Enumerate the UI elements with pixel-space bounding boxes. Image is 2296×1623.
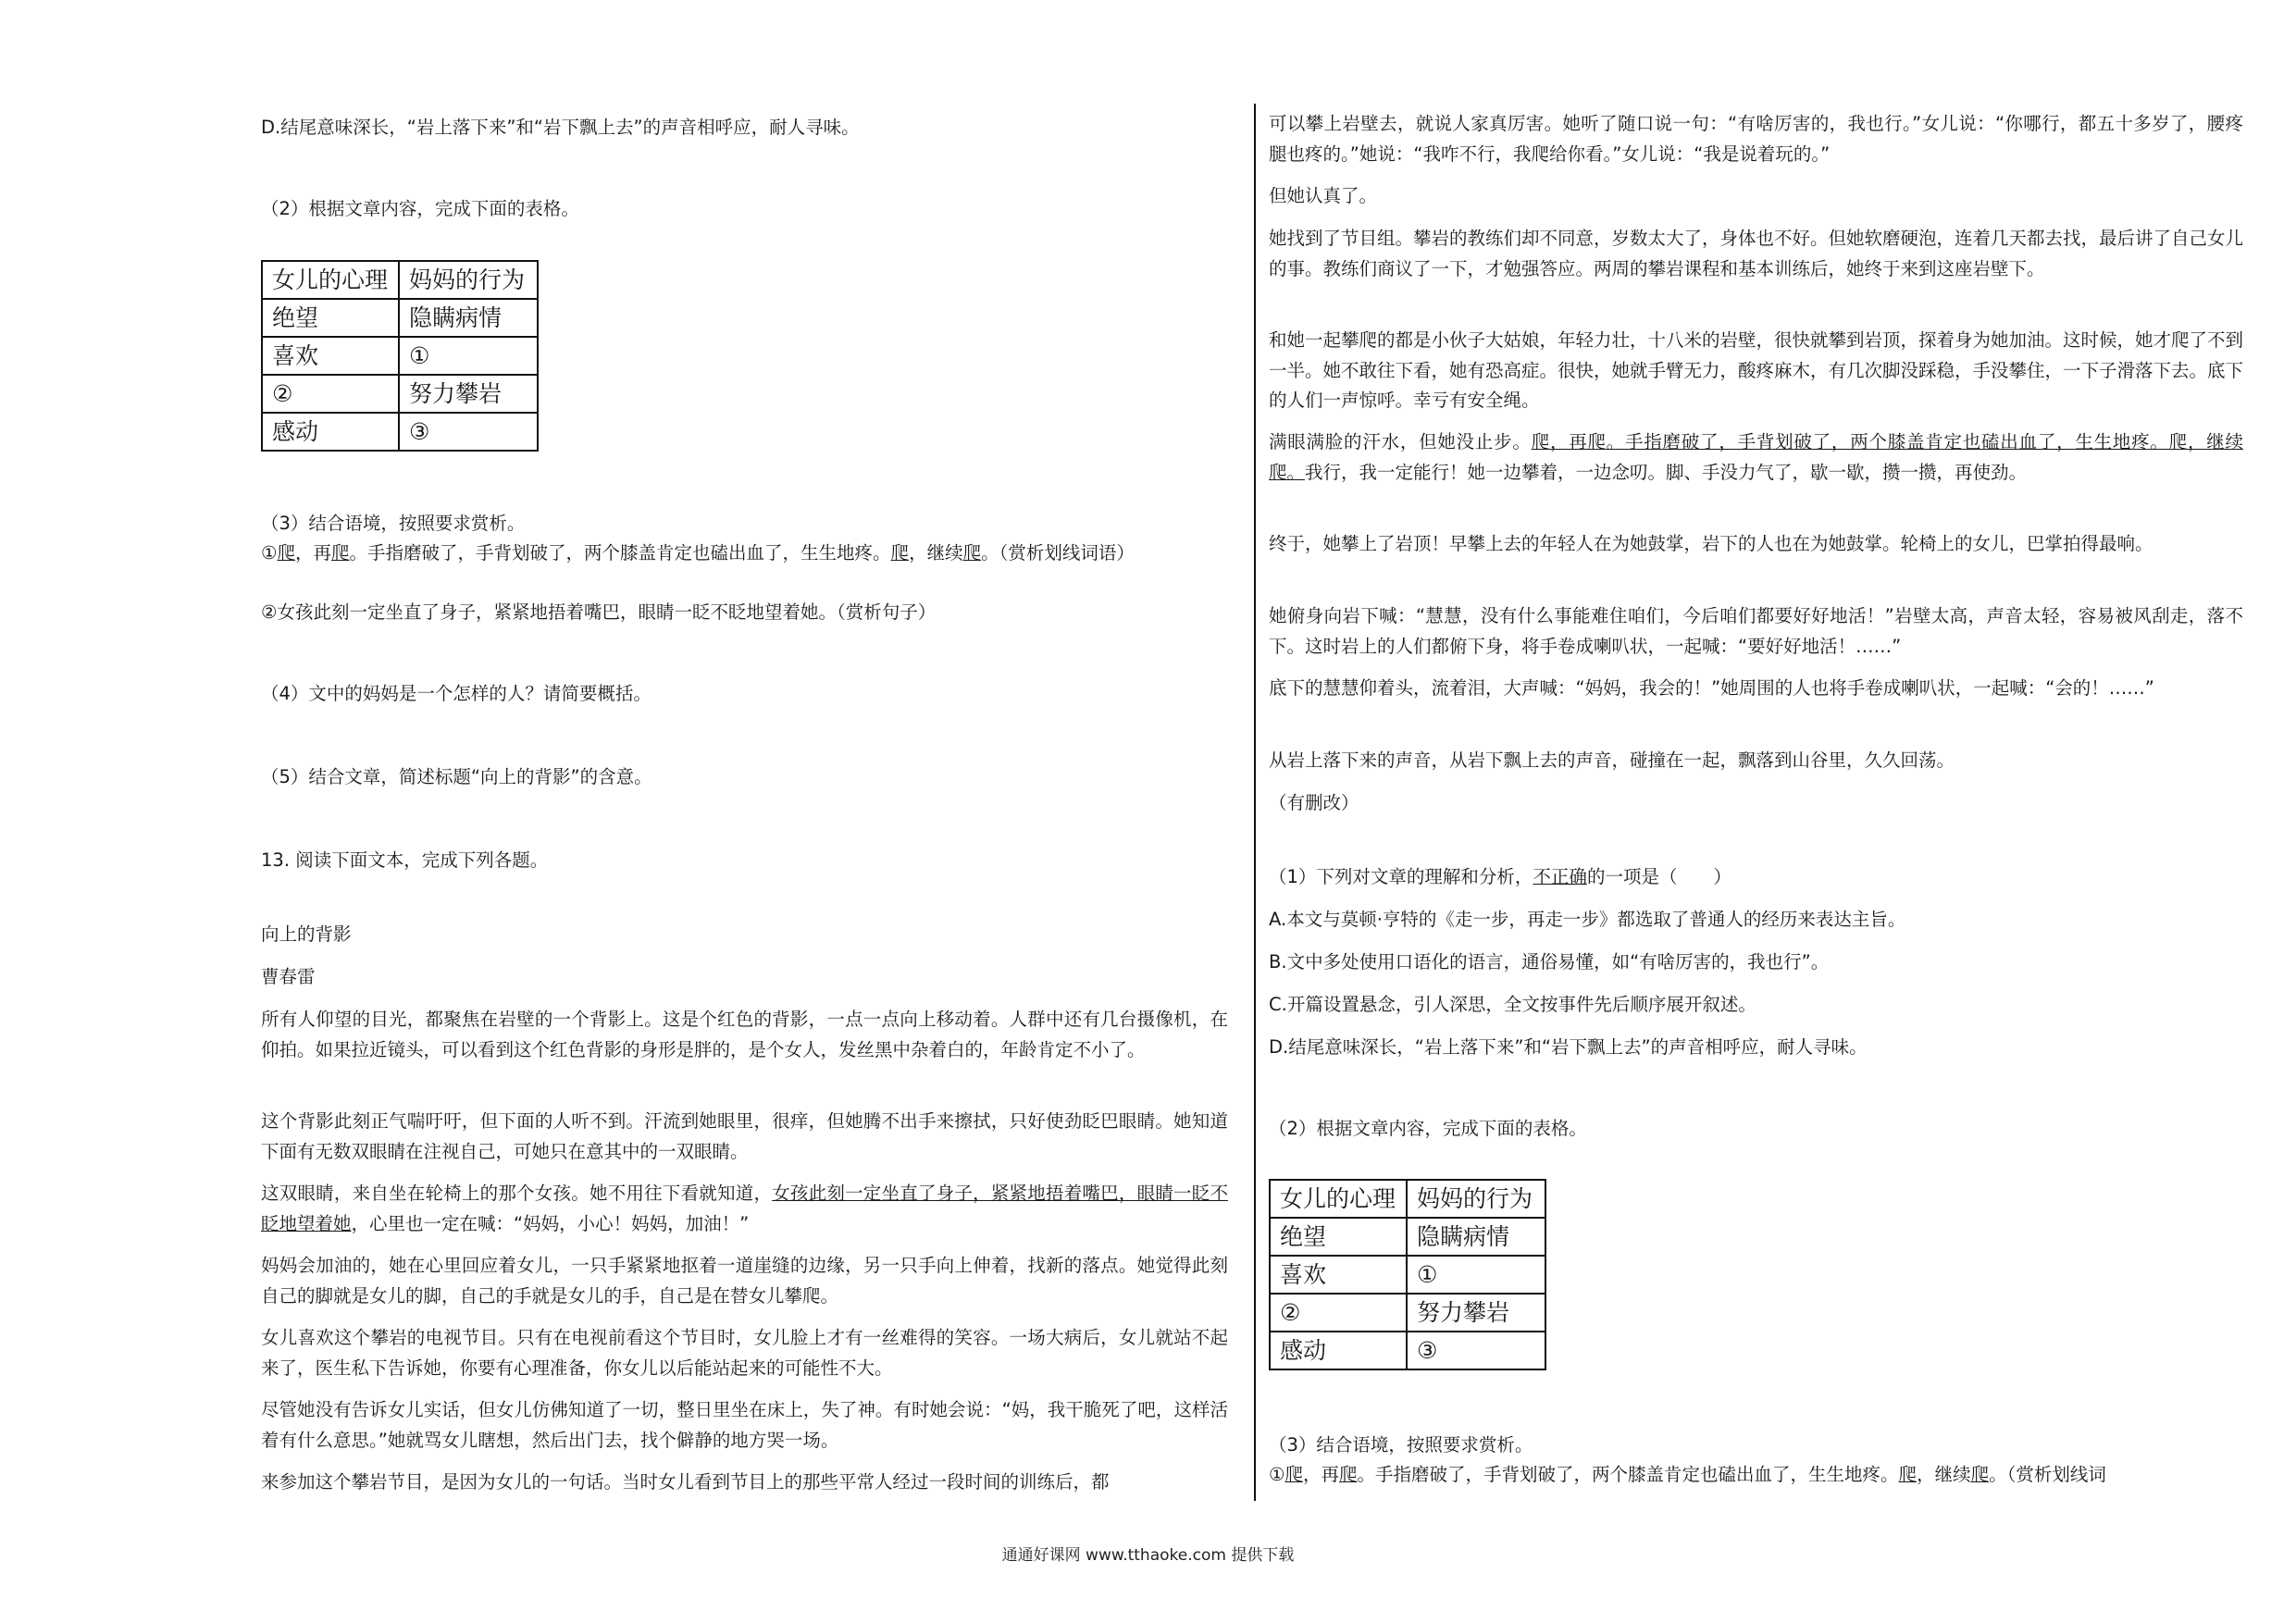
table-row: [1270, 1180, 1545, 1218]
text-run: ，继续: [909, 542, 963, 564]
question-1-option-d: D.结尾意味深长，“岩上落下来”和“岩下飘上去”的声音相呼应，耐人寻味。: [1269, 1036, 1868, 1058]
table-header-cell: 妈妈的行为: [399, 261, 538, 299]
table-row: [262, 299, 538, 337]
table-row: [1270, 1218, 1545, 1256]
text-run: 。手指磨破了，手背划破了，两个膝盖肯定也磕出血了，生生地疼。: [1357, 1464, 1899, 1485]
table-cell: ③: [399, 413, 538, 451]
underlined-word: 不正确: [1533, 866, 1587, 887]
article-paragraph: 从岩上落下来的声音，从岩下飘上去的声音，碰撞在一起，飘落到山谷里，久久回荡。: [1269, 750, 1955, 771]
article-paragraph: [1269, 427, 2243, 488]
question-1-option-d: D.结尾意味深长，“岩上落下来”和“岩下飘上去”的声音相呼应，耐人寻味。: [261, 117, 860, 138]
table-cell: 绝望: [262, 299, 399, 337]
table-header-cell: 女儿的心理: [262, 261, 399, 299]
text-run: ，继续: [1917, 1464, 1971, 1485]
underlined-word: 爬: [1285, 1464, 1303, 1485]
article-title: 向上的背影: [261, 923, 352, 945]
table-cell: ②: [262, 375, 399, 413]
table-row: [262, 413, 538, 451]
question-3-item-1: [261, 539, 1228, 569]
text-run: （1）下列对文章的理解和分析，: [1269, 866, 1533, 887]
table-cell: 感动: [262, 413, 399, 451]
table-row: [262, 375, 538, 413]
table-header-cell: 妈妈的行为: [1407, 1180, 1545, 1218]
text-run: 满眼满脸的汗水，但她没止步。: [1269, 431, 1532, 452]
question-5: （5）结合文章，简述标题“向上的背影”的含意。: [261, 766, 652, 787]
question-4: （4）文中的妈妈是一个怎样的人？请简要概括。: [261, 683, 652, 704]
article-paragraph: 但她认真了。: [1269, 185, 1378, 206]
article-paragraph: 和她一起攀爬的都是小伙子大姑娘，年轻力壮，十八米的岩壁，很快就攀到岩顶，探着身为她加油。这时候，她才爬了不到一半。她不敢往下看，她有恐高症。很快，她就手臂无力，酸疼麻木，有几次脚没踩稳，手没攀住，一下子滑落下去。底下的人们一声惊呼。幸亏有安全绳。: [1269, 329, 2244, 411]
table-cell: 努力攀岩: [399, 375, 538, 413]
article-paragraph: 她俯身向岩下喊：“慧慧，没有什么事能难住咱们，今后咱们都要好好地活！”岩壁太高，声音太轻，容易被风刮走，落不下。这时岩上的人们都俯下身，将手卷成喇叭状，一起喊：“要好好地活！……”: [1269, 605, 2243, 657]
text-run: 。手指磨破了，手背划破了，两个膝盖肯定也磕出血了，生生地疼。: [349, 542, 891, 564]
text-run: ，心里也一定在喊：“妈妈，小心！妈妈，加油！”: [351, 1212, 750, 1234]
text-run: 的一项是（ ）: [1586, 866, 1731, 887]
question-3-prompt: （3）结合语境，按照要求赏析。: [261, 513, 526, 534]
question-13: 13. 阅读下面文本，完成下列各题。: [261, 849, 549, 871]
table-cell: 感动: [1270, 1332, 1407, 1369]
text-run: ，再: [295, 542, 332, 564]
table-cell: 努力攀岩: [1407, 1294, 1545, 1332]
article-paragraph: 妈妈会加油的，她在心里回应着女儿，一只手紧紧地抠着一道崖缝的边缘，另一只手向上伸着，找新的落点。她觉得此刻自己的脚就是女儿的脚，自己的手就是女儿的手，自己是在替女儿攀爬。: [261, 1255, 1228, 1307]
source-note: （有删改）: [1269, 792, 1359, 813]
article-paragraph: 底下的慧慧仰着头，流着泪，大声喊：“妈妈，我会的！”她周围的人也将手卷成喇叭状，一起喊：“会的！……”: [1269, 677, 2154, 699]
underlined-sentence: 女孩此刻一定坐直了身子，紧紧地捂着嘴巴，眼睛一眨不眨地望着她: [261, 1183, 1228, 1234]
question-1-option-c: C.开篇设置悬念，引人深思，全文按事件先后顺序展开叙述。: [1269, 994, 1756, 1015]
column-divider: [1254, 104, 1256, 1501]
underlined-word: 爬: [1970, 1464, 1990, 1485]
table-cell: 绝望: [1270, 1218, 1407, 1256]
item-number: ①: [261, 542, 278, 564]
page-footer: 通通好课网 www.tthaoke.com 提供下载: [1001, 1546, 1295, 1565]
article-paragraph: 可以攀上岩壁去，就说人家真厉害。她听了随口说一句：“有啥厉害的，我也行。”女儿说：“你哪行，都五十多岁了，腰疼腿也疼的。”她说：“我咋不行，我爬给你看。”女儿说：“我是说着玩的。”: [1269, 113, 2243, 165]
underlined-sentence: 爬，再爬。手指磨破了，手背划破了，两个膝盖肯定也磕出血了，生生地疼。爬，继续爬。: [1269, 431, 2243, 483]
article-paragraph: 尽管她没有告诉女儿实话，但女儿仿佛知道了一切，整日里坐在床上，失了神。有时她会说：“妈，我干脆死了吧，这样活着有什么意思。”她就骂女儿瞎想，然后出门去，找个僻静的地方哭一场。: [261, 1399, 1228, 1451]
article-paragraph: 她找到了节目组。攀岩的教练们却不同意，岁数太大了，身体也不好。但她软磨硬泡，连着几天都去找，最后讲了自己女儿的事。教练们商议了一下，才勉强答应。两周的攀岩课程和基本训练后，她终于来到这座岩壁下。: [1269, 228, 2244, 279]
text-run: 我行，我一定能行！她一边攀着，一边念叨。脚、手没力气了，歇一歇，攒一攒，再使劲。: [1305, 461, 2028, 483]
question-3-item-2: ②女孩此刻一定坐直了身子，紧紧地捂着嘴巴，眼睛一眨不眨地望着她。（赏析句子）: [261, 601, 937, 623]
table-cell: ③: [1407, 1332, 1545, 1369]
article-paragraph: 来参加这个攀岩节目，是因为女儿的一句话。当时女儿看到节目上的那些平常人经过一段时间的训练后，都: [261, 1471, 1110, 1493]
underlined-word: 爬: [1898, 1464, 1917, 1485]
table-row: [1270, 1294, 1545, 1332]
item-number: ①: [1269, 1464, 1285, 1485]
article-paragraph: 终于，她攀上了岩顶！早攀上去的年轻人在为她鼓掌，岩下的人也在为她鼓掌。轮椅上的女儿，巴掌拍得最响。: [1269, 533, 2153, 554]
text-run: 这双眼睛，来自坐在轮椅上的那个女孩。她不用往下看就知道，: [261, 1183, 773, 1204]
underlined-word: 爬: [331, 542, 350, 564]
table-row: [262, 337, 538, 375]
text-run: ，再: [1303, 1464, 1340, 1485]
article-paragraph: 女儿喜欢这个攀岩的电视节目。只有在电视前看这个节目时，女儿脸上才有一丝难得的笑容。一场大病后，女儿就站不起来了，医生私下告诉她，你要有心理准备，你女儿以后能站起来的可能性不大。: [261, 1327, 1228, 1379]
article-paragraph: [261, 1179, 1228, 1239]
answer-table: [261, 260, 539, 452]
table-cell: ①: [1407, 1256, 1545, 1294]
question-1-option-b: B.文中多处使用口语化的语言，通俗易懂，如“有啥厉害的，我也行”。: [1269, 951, 1830, 973]
table-row: [1270, 1256, 1545, 1294]
table-cell: 喜欢: [262, 337, 399, 375]
table-row: [1270, 1332, 1545, 1369]
text-run: 。（赏析划线词: [1989, 1464, 2106, 1485]
table-header-cell: 女儿的心理: [1270, 1180, 1407, 1218]
underlined-word: 爬: [962, 542, 982, 564]
article-author: 曹春雷: [261, 966, 316, 987]
table-cell: 隐瞒病情: [1407, 1218, 1545, 1256]
table-row: [262, 261, 538, 299]
article-paragraph: 所有人仰望的目光，都聚焦在岩壁的一个背影上。这是个红色的背影，一点一点向上移动着。人群中还有几台摄像机，在仰拍。如果拉近镜头，可以看到这个红色背影的身形是胖的，是个女人，发丝黑中杂着白的，年龄肯定不小了。: [261, 1009, 1228, 1060]
question-2-prompt: （2）根据文章内容，完成下面的表格。: [1269, 1118, 1587, 1139]
table-cell: ①: [399, 337, 538, 375]
answer-table: [1269, 1179, 1546, 1370]
underlined-word: 爬: [277, 542, 295, 564]
table-cell: ②: [1270, 1294, 1407, 1332]
table-cell: 喜欢: [1270, 1256, 1407, 1294]
question-1-option-a: A.本文与莫顿·亨特的《走一步，再走一步》都选取了普通人的经历来表达主旨。: [1269, 909, 1906, 930]
question-1-prompt: [1269, 862, 2243, 893]
table-cell: 隐瞒病情: [399, 299, 538, 337]
question-3-prompt: （3）结合语境，按照要求赏析。: [1269, 1434, 1533, 1456]
underlined-word: 爬: [890, 542, 910, 564]
article-paragraph: 这个背影此刻正气喘吁吁，但下面的人听不到。汗流到她眼里，很痒，但她腾不出手来擦拭，只好使劲眨巴眼睛。她知道下面有无数双眼睛在注视自己，可她只在意其中的一双眼睛。: [261, 1110, 1228, 1162]
underlined-word: 爬: [1339, 1464, 1358, 1485]
question-2-prompt: （2）根据文章内容，完成下面的表格。: [261, 198, 579, 219]
question-3-item-1: [1269, 1460, 2243, 1491]
text-run: 。（赏析划线词语）: [981, 542, 1135, 564]
